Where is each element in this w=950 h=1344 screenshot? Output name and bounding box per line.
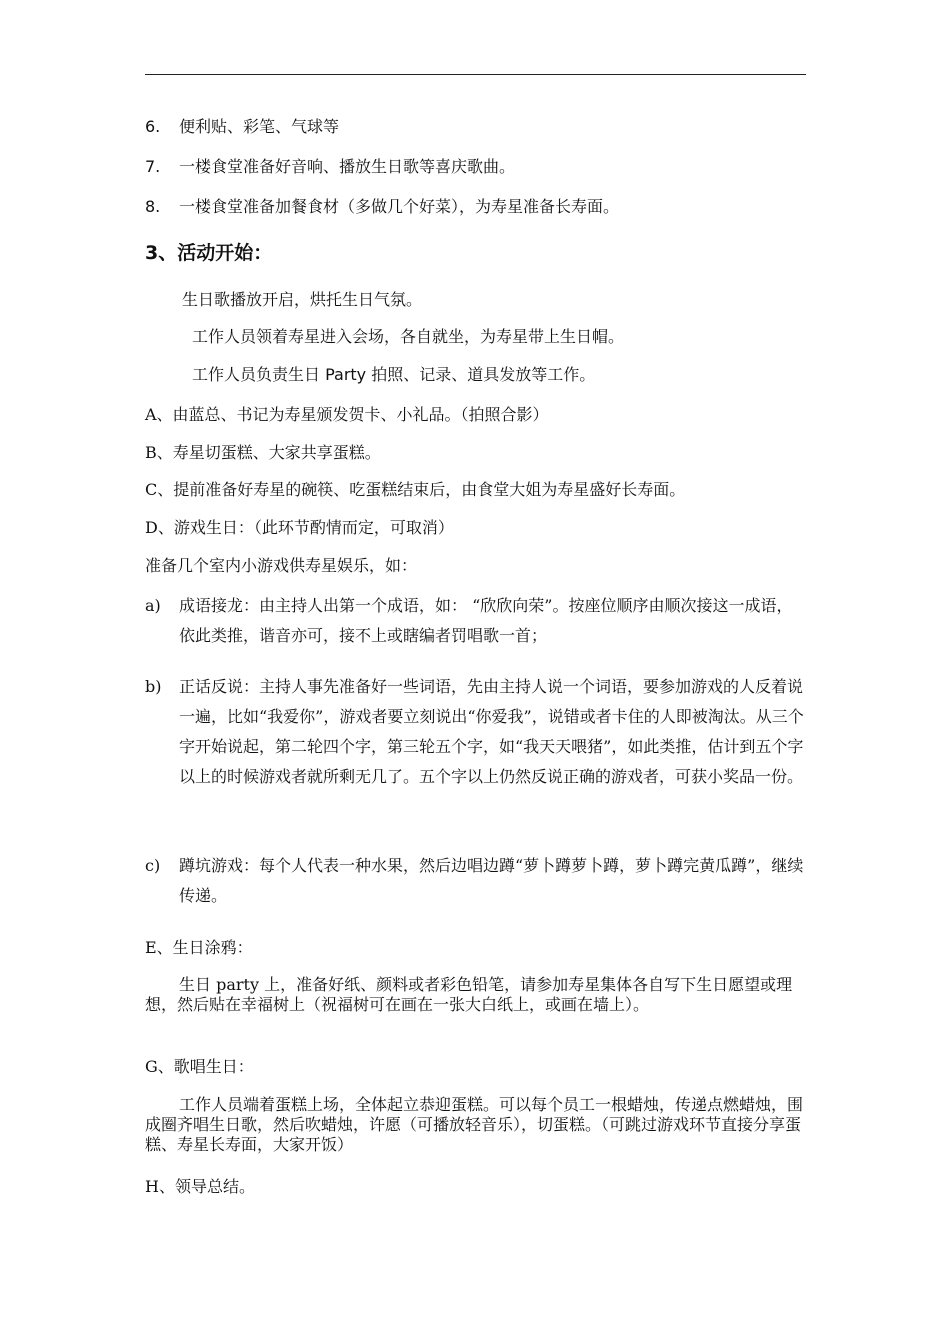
intro-line: 工作人员负责生日 Party 拍照、记录、道具发放等工作。 [192,365,596,384]
singing-title: G、歌唱生日： [145,1057,254,1076]
list-number: 7. [145,157,161,176]
game-marker: c) [145,856,161,875]
game-text: 成语接龙：由主持人出第一个成语，如： “欣欣向荣”。按座位顺序由顺次接这一成语，依此类推，谐音亦可，接不上或瞎编者罚唱歌一首； [179,596,793,645]
intro-line: 工作人员领着寿星进入会场，各自就坐，为寿星带上生日帽。 [192,327,625,346]
game-marker: a) [145,596,161,615]
graffiti-text: 生日 party 上，准备好纸、颜料或者彩色铅笔，请参加寿星集体各自写下生日愿望或理想，然后贴在幸福树上（祝福树可在画在一张大白纸上，或画在墙上）。 [145,975,793,1014]
game-item [145,851,805,911]
step-d-intro: 准备几个室内小游戏供寿星娱乐，如： [145,556,418,575]
list-text: 便利贴、彩笔、气球等 [179,117,340,136]
step-b: B、寿星切蛋糕、大家共享蛋糕。 [145,443,381,462]
list-text: 一楼食堂准备加餐食材（多做几个好菜），为寿星准备长寿面。 [179,197,620,216]
list-item [145,157,805,177]
step-d: D、游戏生日：（此环节酌情而定，可取消） [145,518,454,537]
list-number: 8. [145,197,161,216]
game-item [145,672,805,792]
header-rule [145,74,806,75]
game-item [145,591,805,651]
list-number: 6. [145,117,161,136]
step-a: A、由蓝总、书记为寿星颁发贺卡、小礼品。（拍照合影） [145,405,549,424]
section-heading: 3、活动开始： [145,242,273,264]
game-marker: b) [145,677,162,696]
singing-text: 工作人员端着蛋糕上场，全体起立恭迎蛋糕。可以每个员工一根蜡烛，传递点燃蜡烛，围成圈齐唱生日歌，然后吹蜡烛，许愿（可播放轻音乐），切蛋糕。（可跳过游戏环节直接分享蛋糕、寿星长寿面，大家开饭） [145,1095,804,1154]
game-text: 蹲坑游戏：每个人代表一种水果，然后边唱边蹲“萝卜蹲萝卜蹲，萝卜蹲完黄瓜蹲”，继续传递。 [179,856,804,905]
step-c: C、提前准备好寿星的碗筷、吃蛋糕结束后，由食堂大姐为寿星盛好长寿面。 [145,480,686,499]
list-item [145,197,805,217]
graffiti-title: E、生日涂鸦： [145,938,253,957]
game-text: 正话反说：主持人事先准备好一些词语，先由主持人说一个词语，要参加游戏的人反着说一遍，比如“我爱你”，游戏者要立刻说出“你爱我”，说错或者卡住的人即被淘汰。从三个字开始说起，第二轮四个字，第三轮五个字，如“我天天喂猪”，如此类推，估计到五个字以上的时候游戏者就所剩无几了。五个字以上仍然反说正确的游戏者，可获小奖品一份。 [179,677,804,786]
summary-title: H、领导总结。 [145,1177,255,1196]
intro-line: 生日歌播放开启，烘托生日气氛。 [182,290,423,309]
list-text: 一楼食堂准备好音响、播放生日歌等喜庆歌曲。 [179,157,516,176]
list-item [145,117,805,137]
